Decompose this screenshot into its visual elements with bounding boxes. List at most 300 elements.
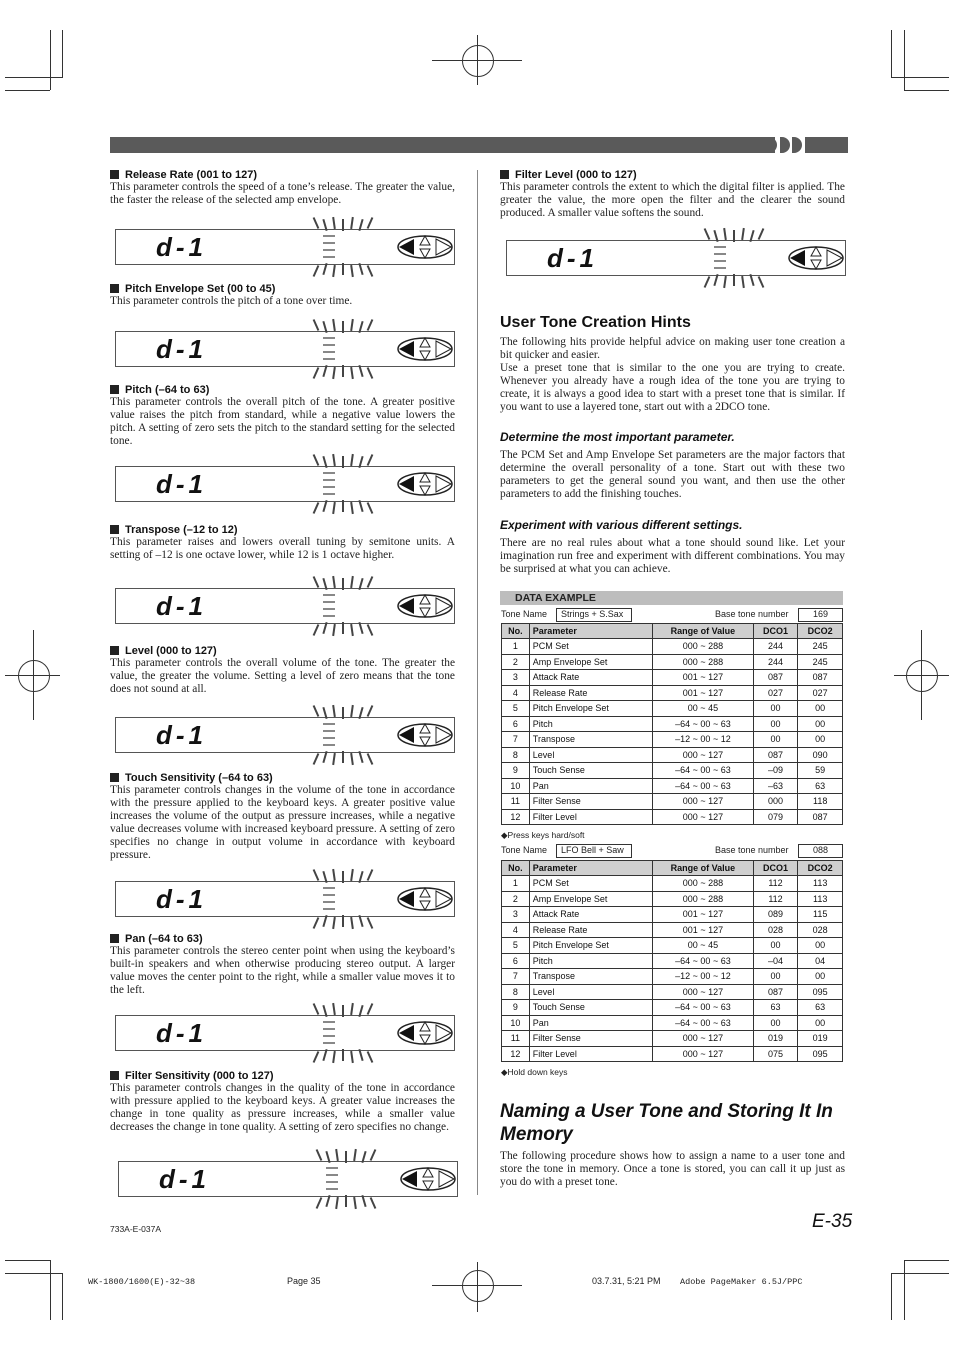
table-cell: 04 <box>798 953 843 969</box>
table-cell: 6 <box>502 953 530 969</box>
table-row <box>502 1046 843 1062</box>
table-cell: 00 ~ 45 <box>653 701 754 717</box>
table-header: Parameter <box>529 624 652 639</box>
table-cell: 00 <box>798 732 843 748</box>
data-example-title: DATA EXAMPLE <box>500 591 843 605</box>
parameter-section <box>110 1070 455 1134</box>
table-note: ◆Hold down keys <box>501 1067 568 1077</box>
registration-mark <box>462 1270 494 1302</box>
data-table-2 <box>501 860 843 1062</box>
hints-title: User Tone Creation Hints <box>500 314 691 331</box>
parameter-section <box>110 169 455 207</box>
table-cell: 59 <box>798 763 843 779</box>
lcd-level-bar <box>326 1167 338 1169</box>
parameter-section <box>110 384 455 448</box>
lcd-digits: d-1 <box>156 884 207 914</box>
table-row <box>502 1015 843 1031</box>
slug-app: Adobe PageMaker 6.5J/PPC <box>680 1277 803 1287</box>
crop-mark <box>50 1260 51 1320</box>
parameter-section <box>110 772 455 861</box>
table-cell: 079 <box>753 809 798 825</box>
table-cell: 112 <box>753 876 798 892</box>
table-cell: 12 <box>502 809 530 825</box>
document-code: 733A-E-037A <box>110 1224 162 1234</box>
lcd-level-bar <box>326 1174 338 1176</box>
crop-mark <box>891 1273 892 1320</box>
subheading-experiment: Experiment with various different settings. <box>500 518 743 532</box>
parameter-section <box>110 524 455 562</box>
crop-mark <box>5 1273 62 1274</box>
table-cell: 4 <box>502 922 530 938</box>
lcd-level-bar <box>323 601 335 603</box>
table-cell: –12 ~ 00 ~ 12 <box>653 732 754 748</box>
section-body: This parameter controls the pitch of a tone over time. <box>110 295 353 307</box>
table-cell: 087 <box>753 670 798 686</box>
table-cell: –64 ~ 00 ~ 63 <box>653 953 754 969</box>
lcd-level-bar <box>323 608 335 610</box>
lcd-display <box>118 1161 458 1197</box>
arrow-selector-icon <box>396 592 454 620</box>
table-cell: 5 <box>502 701 530 717</box>
table-cell: Attack Rate <box>529 670 652 686</box>
lcd-display <box>115 331 455 367</box>
section-heading: Pitch (–64 to 63) <box>110 384 455 396</box>
table-row <box>502 716 843 732</box>
crop-mark <box>904 1260 905 1320</box>
table-cell: 001 ~ 127 <box>653 685 754 701</box>
subheading-important-parameter: Determine the most important parameter. <box>500 430 735 444</box>
lcd-level-bar <box>323 1021 335 1023</box>
important-parameter-body: The PCM Set and Amp Envelope Set parameters are the major factors that determine the overall personality of a tone. Start out with these two parameters to get the general sound you want, and then use the other parameters to add the finishing touches. <box>500 449 845 500</box>
lcd-level-bar <box>326 1188 338 1190</box>
table-row <box>502 763 843 779</box>
table-cell: PCM Set <box>529 876 652 892</box>
lcd-digits: d-1 <box>156 591 207 621</box>
table-cell: 63 <box>753 1000 798 1016</box>
table-row <box>502 876 843 892</box>
table-cell: 11 <box>502 1031 530 1047</box>
table-row <box>502 969 843 985</box>
table-cell: 000 <box>753 794 798 810</box>
table-cell: Filter Level <box>529 1046 652 1062</box>
lcd-level-bar <box>323 486 335 488</box>
table-cell: Attack Rate <box>529 907 652 923</box>
table-cell: 115 <box>798 907 843 923</box>
table-cell: 000 ~ 288 <box>653 891 754 907</box>
section-heading: Transpose (–12 to 12) <box>110 524 455 536</box>
table-cell: –12 ~ 00 ~ 12 <box>653 969 754 985</box>
table-row <box>502 1031 843 1047</box>
table-cell: 8 <box>502 984 530 1000</box>
table-row <box>502 670 843 686</box>
crop-mark <box>5 77 62 78</box>
crop-mark <box>62 1273 63 1320</box>
slug-file: WK-1800/1600(E)-32~38 <box>88 1277 196 1287</box>
table-cell: 00 <box>753 969 798 985</box>
lcd-level-bar <box>323 1042 335 1044</box>
lcd-level-bar <box>326 1181 338 1183</box>
table-cell: 00 <box>798 716 843 732</box>
table-cell: Release Rate <box>529 922 652 938</box>
page-number: E-35 <box>812 1211 853 1232</box>
table-cell: PCM Set <box>529 639 652 655</box>
table-cell: 00 <box>753 716 798 732</box>
lcd-level-bar <box>323 242 335 244</box>
table-row <box>502 685 843 701</box>
table-cell: Filter Sense <box>529 1031 652 1047</box>
lcd-digits: d-1 <box>156 334 207 364</box>
header-bar-cap <box>792 137 802 153</box>
table-row <box>502 732 843 748</box>
table-cell: 1 <box>502 876 530 892</box>
table-cell: 087 <box>753 747 798 763</box>
table-cell: Pitch Envelope Set <box>529 938 652 954</box>
table-cell: 027 <box>753 685 798 701</box>
lcd-digits: d-1 <box>156 469 207 499</box>
table-cell: Release Rate <box>529 685 652 701</box>
arrow-selector-icon <box>396 470 454 498</box>
table-cell: 028 <box>753 922 798 938</box>
crop-mark <box>62 30 63 78</box>
table-cell: 000 ~ 127 <box>653 747 754 763</box>
table-cell: 2 <box>502 891 530 907</box>
table-header: Parameter <box>529 861 652 876</box>
table-cell: 001 ~ 127 <box>653 670 754 686</box>
arrow-selector-icon <box>396 233 454 261</box>
section-body: This parameter controls the speed of a tone’s release. The greater the value, the faster the release of the selected amp envelope. <box>110 181 455 206</box>
table-cell: 3 <box>502 907 530 923</box>
crop-mark <box>50 30 51 90</box>
table-cell: 5 <box>502 938 530 954</box>
section-body: This parameter controls the extent to which the digital filter is applied. The greater the value, the more open the filter and the clearer the sound produced. A smaller value softens the sound. <box>500 181 845 219</box>
hints-body <box>500 336 845 413</box>
table-row <box>502 778 843 794</box>
parameter-section <box>110 283 455 308</box>
lcd-display <box>115 588 455 624</box>
parameter-section <box>110 645 455 696</box>
naming-title: Naming a User Tone and Storing It In Memory <box>500 1101 833 1145</box>
table-cell: Pan <box>529 778 652 794</box>
table-cell: 11 <box>502 794 530 810</box>
table-cell: 000 ~ 288 <box>653 654 754 670</box>
crop-mark <box>921 630 922 720</box>
crop-mark <box>891 1273 949 1274</box>
section-heading: Pitch Envelope Set (00 to 45) <box>110 283 455 295</box>
table-row <box>502 654 843 670</box>
lcd-level-bar <box>323 1035 335 1037</box>
lcd-level-bar <box>323 908 335 910</box>
table-cell: 00 <box>798 1015 843 1031</box>
tone-name-label: Tone Name <box>501 845 548 855</box>
table-cell: Filter Level <box>529 809 652 825</box>
lcd-level-bar <box>323 337 335 339</box>
base-tone-value: 169 <box>798 608 843 622</box>
column-divider <box>477 170 478 1195</box>
tone-name-row-2 <box>500 844 843 858</box>
table-cell: 087 <box>753 984 798 1000</box>
tone-name-value: LFO Bell + Saw <box>556 844 632 858</box>
lcd-level-bar <box>323 351 335 353</box>
table-cell: 001 ~ 127 <box>653 922 754 938</box>
table-cell: Amp Envelope Set <box>529 891 652 907</box>
table-cell: 000 ~ 288 <box>653 876 754 892</box>
table-cell: 8 <box>502 747 530 763</box>
arrow-selector-icon <box>396 721 454 749</box>
table-cell: 000 ~ 127 <box>653 794 754 810</box>
table-cell: –64 ~ 00 ~ 63 <box>653 716 754 732</box>
crop-mark <box>5 90 50 91</box>
crop-mark <box>33 630 34 720</box>
lcd-level-bar <box>323 737 335 739</box>
table-cell: 027 <box>798 685 843 701</box>
section-heading: Pan (–64 to 63) <box>110 933 455 945</box>
table-cell: 019 <box>798 1031 843 1047</box>
table-cell: 244 <box>753 639 798 655</box>
lcd-level-bar <box>323 472 335 474</box>
section-body: This parameter controls the stereo center point when using the keyboard’s built-in speakers and when otherwise producing stereo output. A larger value moves the center point to the right, while a smaller value moves it to the left. <box>110 945 455 996</box>
header-bar-cap <box>780 137 790 153</box>
table-cell: 7 <box>502 969 530 985</box>
crop-mark <box>891 30 892 78</box>
table-cell: 000 ~ 127 <box>653 984 754 1000</box>
table-header: DCO1 <box>753 624 798 639</box>
table-cell: 000 ~ 127 <box>653 1031 754 1047</box>
table-cell: Touch Sense <box>529 1000 652 1016</box>
lcd-level-bar <box>323 887 335 889</box>
table-cell: 00 <box>798 701 843 717</box>
lcd-digits: d-1 <box>159 1164 210 1194</box>
lcd-level-bar <box>323 894 335 896</box>
lcd-level-bar <box>323 235 335 237</box>
table-header: No. <box>502 861 530 876</box>
data-table-1 <box>501 623 843 825</box>
table-cell: 245 <box>798 639 843 655</box>
parameter-section <box>110 933 455 997</box>
table-cell: 10 <box>502 1015 530 1031</box>
table-cell: Level <box>529 747 652 763</box>
table-cell: 001 ~ 127 <box>653 907 754 923</box>
lcd-level-bar <box>714 260 726 262</box>
lcd-level-bar <box>323 723 335 725</box>
table-cell: 000 ~ 127 <box>653 809 754 825</box>
section-body: This parameter controls the overall pitch of the tone. A greater positive value raises the pitch from standard, while a negative value lowers the pitch. A setting of zero sets the pitch to the standard setting for the selected tone. <box>110 396 455 447</box>
table-cell: 3 <box>502 670 530 686</box>
table-cell: 112 <box>753 891 798 907</box>
tone-name-value: Strings + S.Sax <box>556 608 632 622</box>
table-cell: 089 <box>753 907 798 923</box>
lcd-level-bar <box>323 730 335 732</box>
table-header: DCO1 <box>753 861 798 876</box>
lcd-display <box>115 717 455 753</box>
lcd-level-bar <box>323 256 335 258</box>
lcd-digits: d-1 <box>156 1018 207 1048</box>
table-note: ◆Press keys hard/soft <box>501 830 585 840</box>
table-cell: 7 <box>502 732 530 748</box>
table-cell: 12 <box>502 1046 530 1062</box>
section-body: This parameter controls changes in the quality of the tone in accordance with pressure applied to the keyboard keys. A greater value increases the change in tone quality as pressure increases, while a smaller value decreases the change in tone quality. A setting of zero specifies no change. <box>110 1082 455 1133</box>
table-cell: Transpose <box>529 732 652 748</box>
section-heading: Filter Sensitivity (000 to 127) <box>110 1070 455 1082</box>
table-cell: 6 <box>502 716 530 732</box>
section-heading: Filter Level (000 to 127) <box>500 169 845 181</box>
table-cell: Transpose <box>529 969 652 985</box>
naming-body: The following procedure shows how to assign a name to a user tone and store the tone in memory. Once a tone is stored, you can call it up just as you do with a preset tone. <box>500 1150 845 1188</box>
lcd-level-bar <box>714 246 726 248</box>
table-cell: Pitch Envelope Set <box>529 701 652 717</box>
section-heading: Touch Sensitivity (–64 to 63) <box>110 772 455 784</box>
lcd-level-bar <box>323 358 335 360</box>
table-cell: 075 <box>753 1046 798 1062</box>
lcd-level-bar <box>323 594 335 596</box>
slug-date: 03.7.31, 5:21 PM <box>592 1276 661 1286</box>
table-row <box>502 984 843 1000</box>
table-cell: –64 ~ 00 ~ 63 <box>653 1000 754 1016</box>
table-row <box>502 639 843 655</box>
section-body: This parameter controls changes in the volume of the tone in accordance with the pressure applied to the keyboard keys. A greater positive value increases the volume of the output as pressure increases, while a negative value decreases volume with increased keyboard pressure. A setting of zero specifies no change in output volume in accordance with keyboard pressure. <box>110 784 455 861</box>
crop-mark <box>891 77 949 78</box>
table-cell: 00 <box>753 1015 798 1031</box>
crop-mark <box>904 30 905 90</box>
table-cell: 028 <box>798 922 843 938</box>
slug-page: Page 35 <box>287 1276 321 1286</box>
table-cell: 245 <box>798 654 843 670</box>
table-cell: Pitch <box>529 716 652 732</box>
table-header: DCO2 <box>798 861 843 876</box>
table-cell: 113 <box>798 891 843 907</box>
header-bar-cap <box>765 137 777 153</box>
lcd-level-bar <box>714 267 726 269</box>
filter-level-section <box>500 169 845 220</box>
table-cell: 4 <box>502 685 530 701</box>
table-cell: 113 <box>798 876 843 892</box>
crop-mark <box>5 1260 50 1261</box>
table-cell: 00 <box>753 732 798 748</box>
arrow-selector-icon <box>396 885 454 913</box>
crop-mark <box>477 1262 478 1312</box>
table-cell: 1 <box>502 639 530 655</box>
arrow-selector-icon <box>787 244 845 272</box>
table-cell: 244 <box>753 654 798 670</box>
table-cell: –64 ~ 00 ~ 63 <box>653 763 754 779</box>
table-cell: 9 <box>502 1000 530 1016</box>
table-cell: 019 <box>753 1031 798 1047</box>
table-cell: –64 ~ 00 ~ 63 <box>653 778 754 794</box>
table-cell: 00 <box>753 701 798 717</box>
table-row <box>502 938 843 954</box>
table-cell: Amp Envelope Set <box>529 654 652 670</box>
table-header: Range of Value <box>653 624 754 639</box>
table-cell: 9 <box>502 763 530 779</box>
table-cell: 000 ~ 288 <box>653 639 754 655</box>
lcd-level-bar <box>714 253 726 255</box>
hints-paragraph: The following hits provide helpful advice on making user tone creation a bit quicker and easier. <box>500 336 845 361</box>
lcd-display <box>115 466 455 502</box>
crop-mark <box>904 1260 949 1261</box>
table-header: DCO2 <box>798 624 843 639</box>
table-cell: 00 ~ 45 <box>653 938 754 954</box>
header-bar <box>110 137 775 153</box>
lcd-level-bar <box>323 479 335 481</box>
arrow-selector-icon <box>396 335 454 363</box>
table-cell: –63 <box>753 778 798 794</box>
registration-mark <box>906 660 938 692</box>
table-cell: Touch Sense <box>529 763 652 779</box>
section-heading: Level (000 to 127) <box>110 645 455 657</box>
lcd-level-bar <box>323 1028 335 1030</box>
table-row <box>502 809 843 825</box>
tone-name-row-1 <box>500 608 843 622</box>
table-cell: 63 <box>798 1000 843 1016</box>
section-body: This parameter controls the overall volume of the tone. The greater the value, the greater the volume. Setting a level of zero means that the tone does not sound at all. <box>110 657 455 695</box>
base-tone-value: 088 <box>798 844 843 858</box>
table-header: No. <box>502 624 530 639</box>
lcd-display <box>115 881 455 917</box>
lcd-digits: d-1 <box>547 243 598 273</box>
lcd-display <box>115 229 455 265</box>
registration-mark <box>462 45 494 77</box>
table-header: Range of Value <box>653 861 754 876</box>
table-cell: 095 <box>798 1046 843 1062</box>
table-row <box>502 922 843 938</box>
lcd-level-bar <box>323 744 335 746</box>
table-row <box>502 747 843 763</box>
table-cell: 00 <box>753 938 798 954</box>
registration-mark <box>18 660 50 692</box>
table-cell: 087 <box>798 670 843 686</box>
table-row <box>502 953 843 969</box>
base-tone-label: Base tone number <box>715 609 789 619</box>
table-row <box>502 891 843 907</box>
lcd-level-bar <box>323 493 335 495</box>
table-cell: –64 ~ 00 ~ 63 <box>653 1015 754 1031</box>
table-cell: 00 <box>798 938 843 954</box>
table-cell: 095 <box>798 984 843 1000</box>
hints-paragraph: Use a preset tone that is similar to the one you are trying to create. Whenever you already have a rough idea of the tone you are trying to create, it is always a good idea to start with a preset tone that is similar. If you want to use a layered tone, start out with a 2DCO tone. <box>500 361 845 413</box>
table-cell: 090 <box>798 747 843 763</box>
table-cell: –09 <box>753 763 798 779</box>
table-cell: 00 <box>798 969 843 985</box>
table-row <box>502 701 843 717</box>
tone-name-label: Tone Name <box>501 609 548 619</box>
lcd-display <box>506 240 846 276</box>
lcd-level-bar <box>323 901 335 903</box>
table-row <box>502 907 843 923</box>
experiment-body: There are no real rules about what a tone should sound like. Let your imagination run free and experiment with different combinations. You may be surprised at what you can achieve. <box>500 537 845 575</box>
table-cell: Filter Sense <box>529 794 652 810</box>
table-cell: 118 <box>798 794 843 810</box>
table-cell: Pan <box>529 1015 652 1031</box>
table-row <box>502 1000 843 1016</box>
table-cell: 10 <box>502 778 530 794</box>
lcd-level-bar <box>323 615 335 617</box>
table-row <box>502 794 843 810</box>
arrow-selector-icon <box>396 1019 454 1047</box>
table-cell: –04 <box>753 953 798 969</box>
lcd-digits: d-1 <box>156 232 207 262</box>
lcd-level-bar <box>323 344 335 346</box>
lcd-display <box>115 1015 455 1051</box>
base-tone-label: Base tone number <box>715 845 789 855</box>
crop-mark <box>904 90 949 91</box>
arrow-selector-icon <box>399 1165 457 1193</box>
section-body: This parameter raises and lowers overall tuning by semitone units. A setting of –12 is one octave lower, while 12 is 1 octave higher. <box>110 536 455 561</box>
crop-mark <box>477 35 478 85</box>
table-cell: 2 <box>502 654 530 670</box>
table-cell: Pitch <box>529 953 652 969</box>
lcd-level-bar <box>323 249 335 251</box>
table-cell: 63 <box>798 778 843 794</box>
table-cell: 000 ~ 127 <box>653 1046 754 1062</box>
